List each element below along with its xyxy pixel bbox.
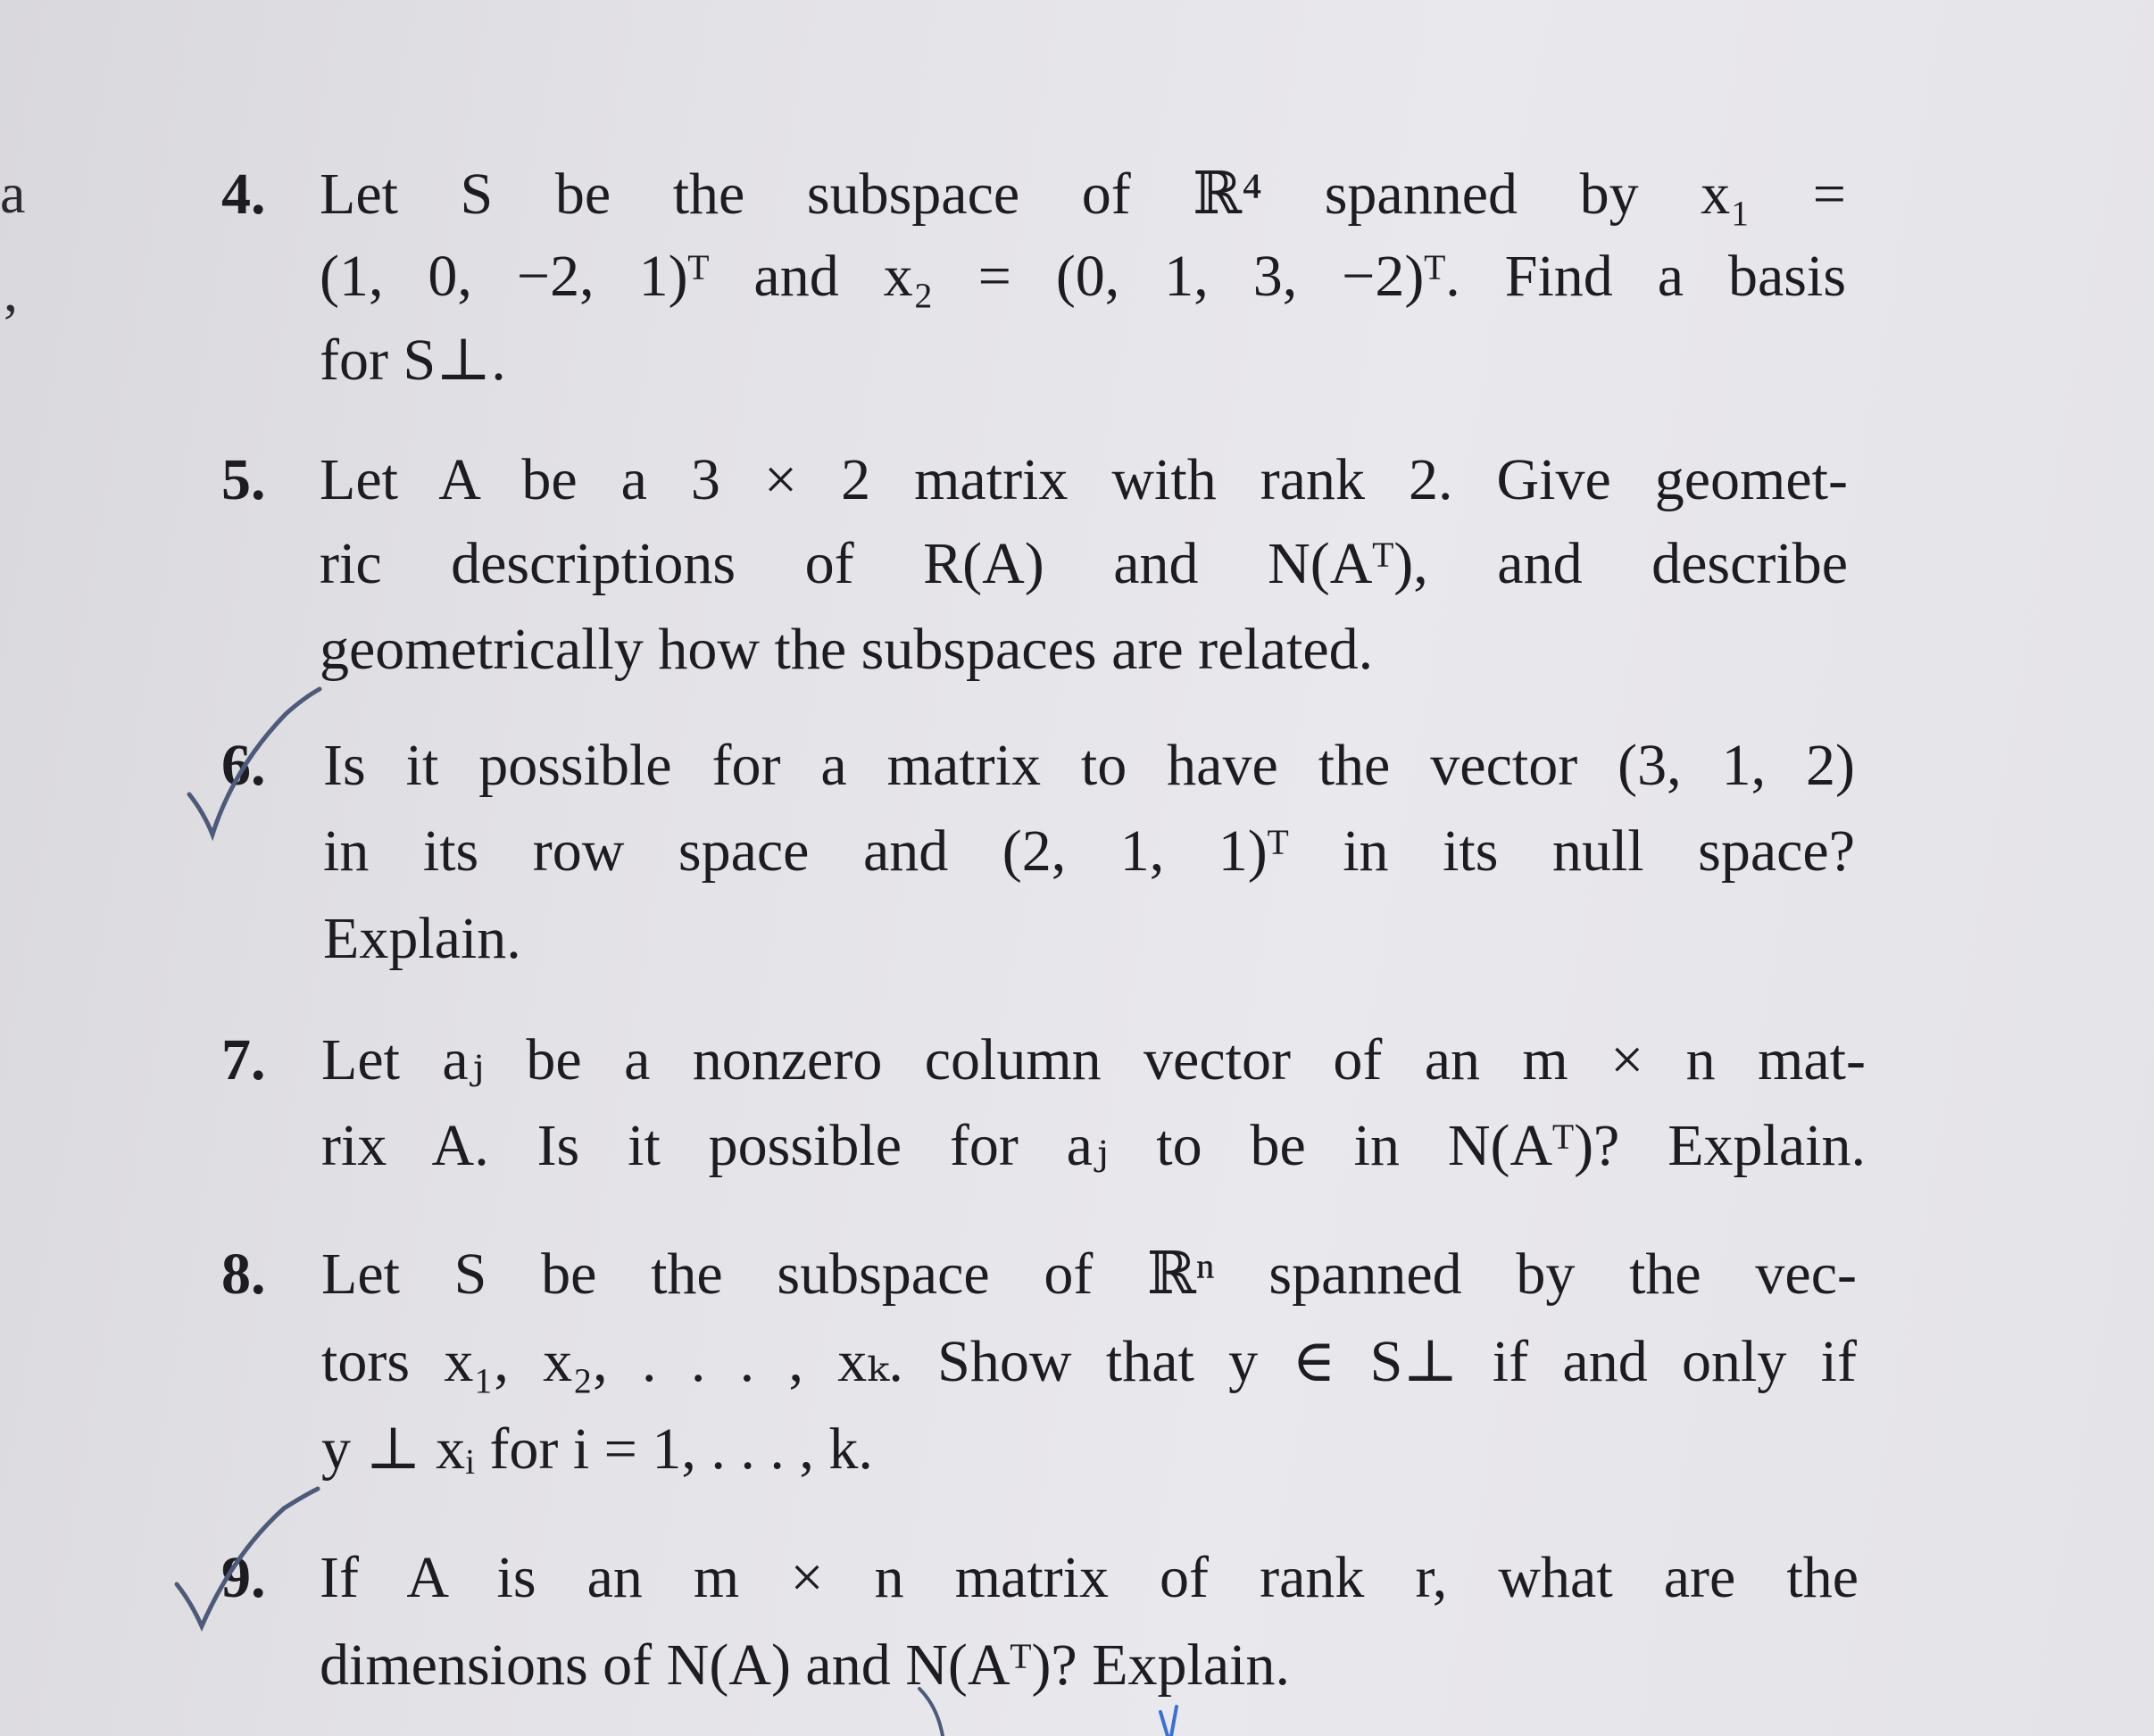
problem-line <box>321 1319 1857 1405</box>
problem-line <box>320 234 1846 320</box>
problem-line <box>323 809 1855 894</box>
line-text: Is it possible for a matrix to have the vector (3, 1, 2) <box>323 733 1855 798</box>
line-text: in its row space and (2, 1, 1)ᵀ in its null space? <box>323 818 1855 884</box>
line-text: for S⊥. <box>320 328 506 393</box>
problem-number: 5. <box>221 447 266 512</box>
problem-line <box>321 1018 1866 1103</box>
problem-line <box>320 318 506 403</box>
line-text: Explain. <box>323 906 521 971</box>
problem-line <box>321 1407 873 1492</box>
ink-stroke-bottom-blue <box>1160 1707 1177 1736</box>
problem-line <box>321 1232 1857 1317</box>
problem-line <box>321 1103 1866 1189</box>
line-text: Let A be a 3 × 2 matrix with rank 2. Give geomet- <box>320 447 1848 512</box>
show-through-text <box>80 36 96 107</box>
problem-number: 4. <box>221 162 266 227</box>
problem-number: 9. <box>221 1545 266 1610</box>
line-text: ric descriptions of R(A) and N(Aᵀ), and describe <box>320 531 1848 596</box>
margin-fragment-top: a <box>0 162 26 225</box>
line-text: Let S be the subspace of ℝ⁴ spanned by x₁ = <box>320 162 1846 227</box>
problem-number: 7. <box>221 1027 266 1092</box>
line-text: geometrically how the subspaces are related. <box>320 617 1374 682</box>
problem-number: 8. <box>221 1242 266 1307</box>
line-text: Let S be the subspace of ℝⁿ spanned by the vec- <box>321 1242 1857 1307</box>
problem-line <box>320 437 1848 523</box>
line-text: Let aⱼ be a nonzero column vector of an m × n mat- <box>321 1027 1866 1092</box>
problem-line <box>320 152 1846 237</box>
line-text: y ⊥ xᵢ for i = 1, . . . , k. <box>321 1416 873 1482</box>
problem-line <box>320 607 1373 693</box>
problem-line <box>323 723 1855 809</box>
problem-number: 6. <box>221 733 266 798</box>
line-text: dimensions of N(A) and N(Aᵀ)? Explain. <box>320 1632 1291 1698</box>
problem-line <box>323 896 521 982</box>
problem-line <box>320 1623 1290 1708</box>
problem-line <box>320 521 1848 607</box>
line-text: If A is an m × n matrix of rank r, what are the <box>320 1545 1859 1610</box>
line-text: rix A. Is it possible for aⱼ to be in N(Aᵀ)? Explain. <box>321 1113 1866 1178</box>
line-text: (1, 0, −2, 1)ᵀ and x₂ = (0, 1, 3, −2)ᵀ. Find a basis <box>320 244 1846 309</box>
line-text: tors x₁, x₂, . . . , xₖ. Show that y ∈ S⊥ if and only if <box>321 1329 1857 1394</box>
problem-line <box>320 1535 1859 1621</box>
margin-fragment-second: , <box>4 260 18 323</box>
